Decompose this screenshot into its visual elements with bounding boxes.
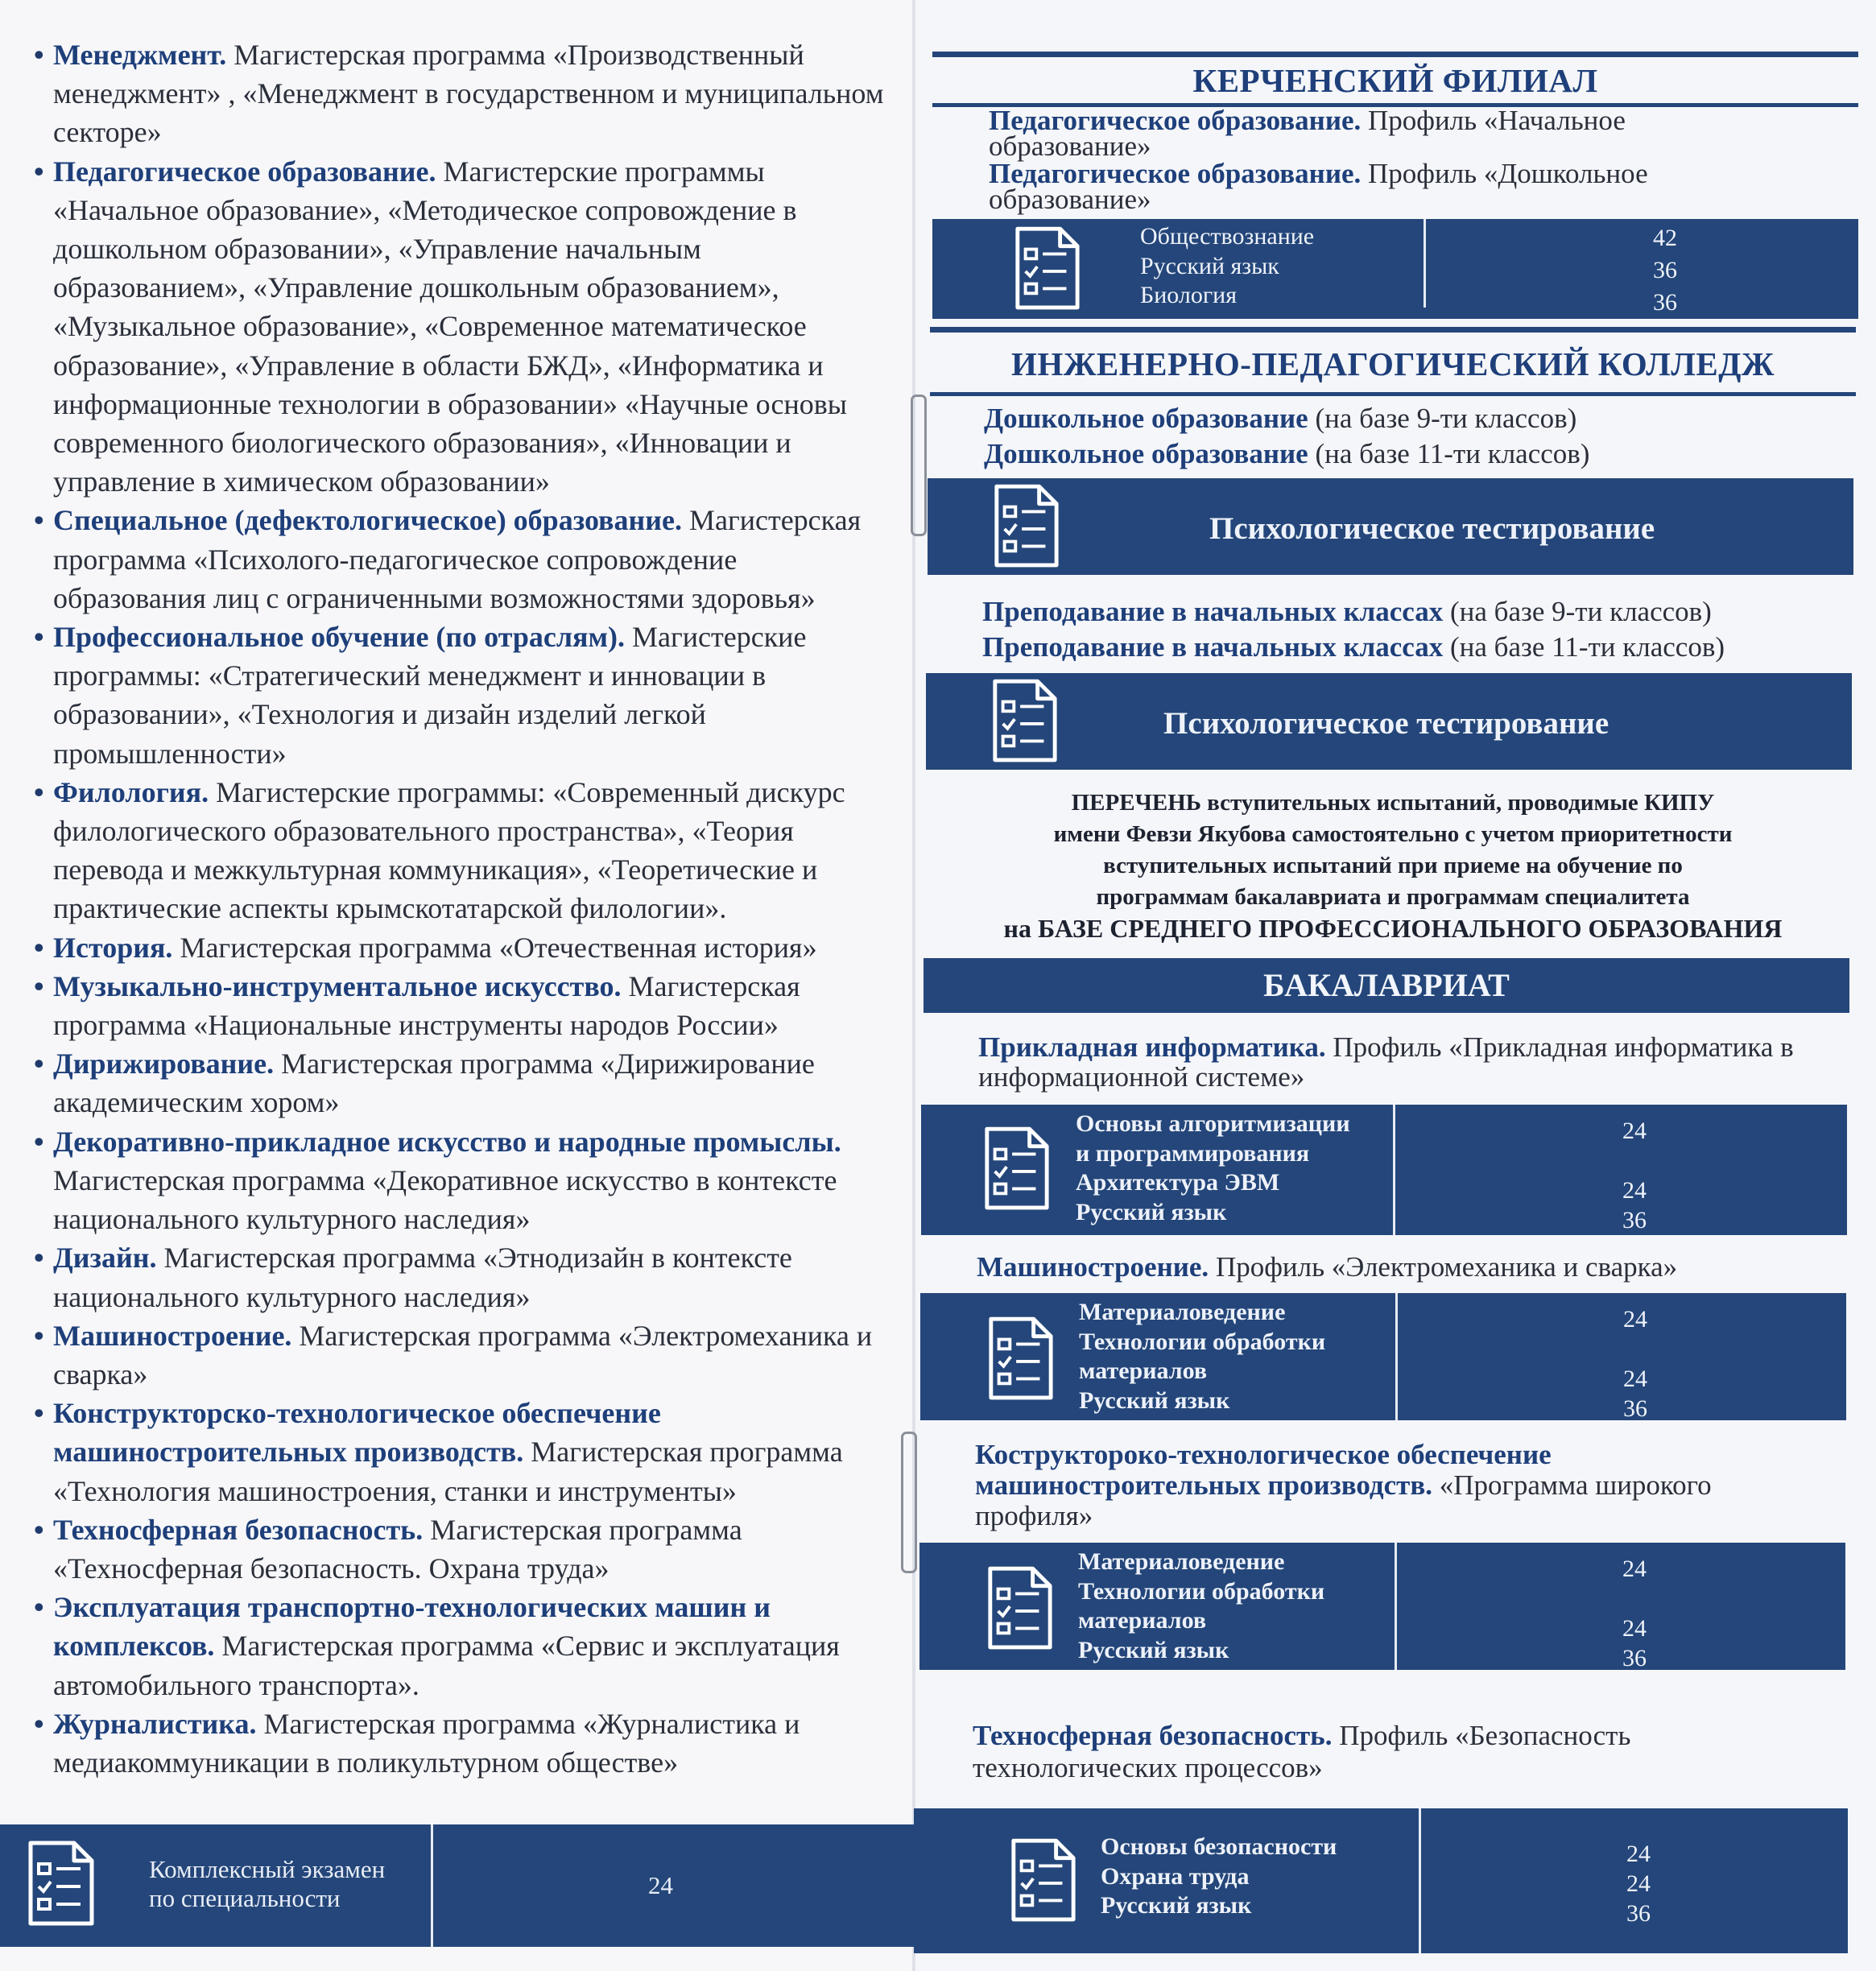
college-program-a2 [984, 438, 1837, 470]
college-test-band-2 [926, 673, 1852, 770]
program-profile: Профиль «Прикладная информатика в информационной системе» [978, 1031, 1794, 1093]
entrance-tests-list-heading [954, 787, 1832, 944]
score: 24 [1623, 1306, 1647, 1333]
bachelor-exam-band-2 [920, 1293, 1846, 1420]
program-title: Педагогическое образование. [989, 158, 1362, 189]
program-item [35, 1238, 889, 1316]
program-item [35, 773, 889, 928]
subject: Материаловедение [1079, 1299, 1286, 1325]
program-title: Техносферная безопасность. [53, 1513, 424, 1546]
scores [1602, 1554, 1667, 1673]
program-title: Коструктороко-технологическое обеспечение машиностроительных производств. [975, 1439, 1552, 1501]
college-title: ИНЖЕНЕРНО-ПЕДАГОГИЧЕСКИЙ КОЛЛЕДЖ [1011, 345, 1775, 382]
document-checklist-icon [989, 678, 1060, 765]
score: 24 [1626, 1870, 1651, 1897]
heading-line: имени Февзи Якубова самостоятельно с учетом приоритетности [1053, 821, 1733, 847]
program-description: Магистерская программа «Дирижирование академическим хором» [53, 1047, 815, 1119]
program-description: Магистерская программа «Отечественная история» [172, 931, 817, 964]
program-base: (на базе 11-ти классов) [1308, 438, 1590, 469]
program-title: Дошкольное образование [984, 438, 1308, 469]
exam-score: 24 [648, 1871, 673, 1899]
program-title: Филология. [53, 775, 209, 808]
program-description: Магистерская программа «Технология машиностроения, станки и инструменты» [53, 1436, 843, 1507]
staple [901, 1432, 917, 1573]
band-divider [1395, 1543, 1397, 1670]
page-fold [912, 0, 915, 1971]
rule-college-top [930, 327, 1856, 333]
score: 24 [1623, 1366, 1647, 1392]
program-title: Преподавание в начальных классах [982, 596, 1444, 627]
score: 36 [1622, 1645, 1647, 1671]
bachelor-program-2 [977, 1251, 1846, 1283]
program-item [35, 967, 889, 1044]
subject: материалов [1079, 1357, 1208, 1384]
exam-label: Комплексный экзамен по специальности [149, 1855, 386, 1912]
subjects [1101, 1833, 1337, 1921]
college-program-b2 [982, 631, 1852, 663]
subject: Охрана труда [1101, 1862, 1250, 1890]
heading-line: на БАЗЕ СРЕДНЕГО ПРОФЕССИОНАЛЬНОГО ОБРАЗОВАНИЯ [1003, 914, 1783, 943]
score: 36 [1626, 1900, 1651, 1927]
score: 36 [1622, 1207, 1647, 1233]
program-item [35, 35, 889, 152]
bachelor-title: БАКАЛАВРИАТ [924, 958, 1849, 1013]
program-title: Техносферная безопасность. [973, 1720, 1333, 1751]
program-title: Профессиональное обучение (по отраслям). [53, 621, 625, 654]
bachelor-exam-band-1 [921, 1105, 1847, 1235]
subject: материалов [1078, 1607, 1207, 1634]
kerch-exam-band [932, 219, 1858, 319]
program-title: Конструкторско-технологическое обеспечение машиностроительных производств. [53, 1397, 661, 1469]
program-title: Дизайн. [53, 1242, 157, 1275]
score: 42 [1653, 225, 1677, 251]
score: 36 [1653, 289, 1677, 316]
program-item [35, 1588, 889, 1704]
program-title: Музыкально-инструментальное искусство. [53, 969, 622, 1002]
score: 24 [1622, 1118, 1647, 1144]
band-divider [431, 1824, 433, 1947]
program-description: Магистерская программа «Производственный менеджмент» , «Менеджмент в государственном и муниципальном секторе» [53, 39, 884, 149]
bachelor-program-3 [975, 1440, 1820, 1531]
program-profile: «Программа широкого профиля» [975, 1469, 1712, 1531]
program-title: История. [53, 931, 173, 964]
kerch-program-2 [989, 158, 1794, 215]
heading-line: вступительных испытаний при приеме на обучение по [1103, 853, 1683, 878]
score: 24 [1622, 1177, 1647, 1204]
subjects [1079, 1298, 1325, 1415]
subjects [1078, 1547, 1324, 1665]
program-item [35, 1122, 889, 1239]
subjects [1076, 1109, 1350, 1227]
subjects [1140, 222, 1314, 311]
subject: Обществознание [1140, 223, 1315, 250]
program-title: Педагогическое образование. [989, 105, 1362, 136]
rule-top [932, 52, 1858, 57]
program-description: Магистерские программы «Начальное образование», «Методическое сопровождение в дошкольном образовании», «Управление начальным образованием», «Управление дошкольным образованием», «Музыкальное образование», «Современное математическое образование», «Управление в области БЖД», «Информатика и информационные технологии в образовании» «Научные основы современного биологического образования», «Инновации и управление в химическом образовании» [53, 155, 847, 498]
band-divider [1395, 1293, 1398, 1420]
masters-program-list [35, 35, 889, 1782]
scores [1606, 1839, 1671, 1928]
band-divider [1419, 1808, 1421, 1953]
subject: Технологии обработки [1078, 1577, 1325, 1605]
document-checklist-icon [981, 1126, 1052, 1213]
program-item [35, 501, 889, 618]
program-title: Машиностроение. [977, 1251, 1209, 1283]
score: 24 [1622, 1556, 1647, 1582]
program-title: Дирижирование. [53, 1047, 275, 1081]
scores [1617, 222, 1713, 319]
subject: Основы безопасности [1101, 1833, 1337, 1860]
score: 24 [1622, 1615, 1647, 1642]
program-description: Магистерская программа «Национальные инструменты народов России» [53, 969, 800, 1042]
document-checklist-icon [1011, 225, 1082, 312]
scores [1602, 1116, 1667, 1235]
program-item [35, 928, 889, 967]
subject: Русский язык [1140, 252, 1279, 279]
program-item [35, 1704, 889, 1782]
psych-test-label: Психологическое тестирование [1163, 706, 1609, 741]
college-program-a1 [984, 403, 1837, 435]
subject: Русский язык [1101, 1892, 1252, 1919]
program-base: (на базе 11-ти классов) [1443, 631, 1725, 663]
program-item [35, 1044, 889, 1122]
program-title: Журналистика. [53, 1707, 257, 1740]
program-profile: Профиль «Дошкольное образование» [989, 158, 1648, 215]
program-base: (на базе 9-ти классов) [1443, 596, 1712, 627]
program-item [35, 618, 889, 773]
program-title: Декоративно-прикладное искусство и народные промыслы. [53, 1125, 841, 1158]
document-checklist-icon [984, 1565, 1055, 1652]
program-description: Магистерская программа «Электромеханика и сварка» [53, 1319, 873, 1390]
subject: Русский язык [1079, 1386, 1230, 1414]
bachelor-exam-band-4 [914, 1808, 1848, 1953]
subject: Биология [1140, 282, 1238, 308]
program-title: Преподавание в начальных классах [982, 631, 1444, 663]
subject: и программирования [1076, 1139, 1310, 1167]
rule-college [930, 392, 1856, 396]
subject: Материаловедение [1078, 1548, 1285, 1575]
band-divider [1424, 219, 1426, 308]
scores [1603, 1304, 1667, 1424]
college-test-band-1 [928, 478, 1853, 575]
document-checklist-icon [24, 1839, 97, 1929]
bachelor-program-1 [978, 1032, 1832, 1092]
band-divider [1393, 1105, 1395, 1235]
score: 24 [1626, 1841, 1651, 1867]
program-base: (на базе 9-ти классов) [1308, 403, 1577, 434]
program-item [35, 152, 889, 502]
kerch-program-1 [989, 105, 1794, 162]
program-description: Магистерские программы: «Современный дискурс филологического образовательного пространства», «Теория перевода и межкультурная коммуникация», «Теоретические и практические аспекты крымскотатарской филологии». [53, 775, 845, 925]
subject: Архитектура ЭВМ [1076, 1169, 1280, 1196]
program-description: Магистерская программа «Техносферная безопасность. Охрана труда» [53, 1513, 742, 1585]
heading-line: программам бакалавриата и программам специалитета [1096, 884, 1690, 910]
program-item [35, 1394, 889, 1510]
program-title: Менеджмент. [53, 39, 227, 71]
program-item [35, 1510, 889, 1588]
program-title: Педагогическое образование. [53, 155, 436, 188]
program-title: Дошкольное образование [984, 403, 1308, 434]
program-description: Магистерская программа «Сервис и эксплуатация автомобильного транспорта». [53, 1630, 840, 1701]
subject: Русский язык [1076, 1198, 1227, 1225]
heading-line: ПЕРЕЧЕНЬ вступительных испытаний, проводимые КИПУ [1071, 790, 1715, 816]
score: 36 [1623, 1395, 1647, 1422]
complex-exam-band [0, 1824, 914, 1947]
psych-test-label: Психологическое тестирование [1209, 511, 1655, 546]
program-description: Магистерская программа «Декоративное искусство в контексте национального культурного наследия» [53, 1163, 837, 1236]
bachelor-exam-band-3 [919, 1543, 1845, 1670]
bachelor-program-4 [973, 1720, 1826, 1784]
program-profile: Профиль «Безопасность технологических процессов» [973, 1720, 1631, 1783]
program-description: Магистерская программа «Этнодизайн в контексте национального культурного наследия» [53, 1242, 792, 1313]
college-program-b1 [982, 596, 1852, 628]
program-title: Специальное (дефектологическое) образование. [53, 504, 682, 537]
subject: Технологии обработки [1079, 1328, 1326, 1355]
program-description: Магистерская программа «Журналистика и медиакоммуникации в поликультурном обществе» [53, 1707, 800, 1779]
document-checklist-icon [985, 1316, 1056, 1403]
program-title: Машиностроение. [53, 1319, 292, 1352]
program-title: Прикладная информатика. [978, 1031, 1326, 1063]
subject: Русский язык [1078, 1636, 1229, 1663]
program-description: Магистерская программа «Психолого-педагогическое сопровождение образования лиц с ограниченными возможностями здоровья» [53, 504, 862, 614]
program-profile: Профиль «Электромеханика и сварка» [1209, 1251, 1678, 1283]
document-checklist-icon [1007, 1837, 1078, 1924]
staple [911, 395, 927, 536]
score: 36 [1653, 257, 1677, 283]
program-description: Магистерские программы: «Стратегический менеджмент и инновации в образовании», «Технология и дизайн изделий легкой промышленности» [53, 621, 807, 770]
program-item [35, 1316, 889, 1394]
subject: Основы алгоритмизации [1076, 1110, 1350, 1137]
program-title: Эксплуатация транспортно-технологических машин и комплексов. [53, 1591, 771, 1663]
kerch-title: КЕРЧЕНСКИЙ ФИЛИАЛ [1192, 62, 1598, 99]
program-profile: Профиль «Начальное образование» [989, 105, 1626, 162]
document-checklist-icon [990, 483, 1061, 570]
